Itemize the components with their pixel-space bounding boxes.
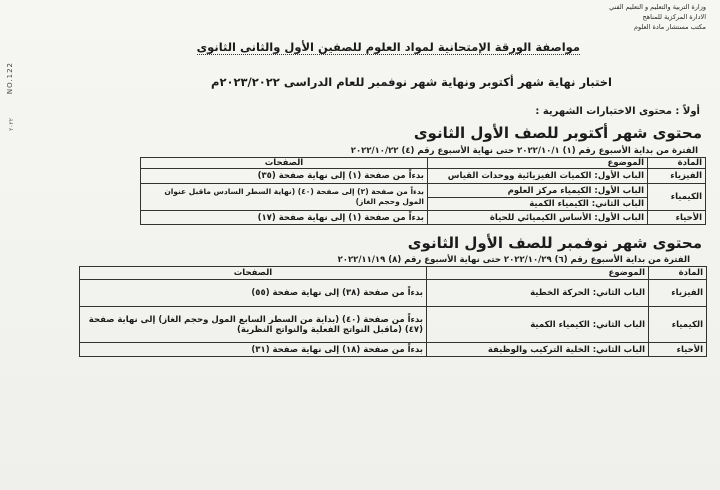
ministry-line: مكتب مستشار مادة العلوم (634, 23, 706, 31)
cell-subject: الفيزياء (649, 280, 707, 307)
section-first-heading: أولاً : محتوى الاختبارات الشهرية : (535, 106, 700, 117)
exam-title: اختبار نهاية شهر أكتوبر ونهاية شهر نوفمبر للعام الدراسى ٢٠٢٣/٢٠٢٢م (211, 75, 612, 89)
cell-topic: الباب الثاني: الحركة الخطية (427, 280, 649, 307)
table-row (80, 307, 707, 343)
header-pages: الصفحات (80, 267, 427, 280)
cell-topic: الباب الثاني: الخلية التركيب والوظيفة (427, 343, 649, 357)
november-table (79, 266, 707, 357)
table-row (80, 280, 707, 307)
table-row (141, 169, 706, 184)
cell-topic: الباب الثاني: الكيمياء الكمية (427, 307, 649, 343)
cell-topic: الباب الأول: الكميات الفيزيائية ووحدات القياس (428, 169, 648, 184)
header-subject: المادة (648, 158, 706, 169)
table-row (141, 184, 706, 198)
cell-topic: الباب الأول: الكيمياء مركز العلوم (428, 184, 648, 198)
cell-subject: الكيمياء (649, 307, 707, 343)
cell-topic: الباب الثاني: الكيمياء الكمية (428, 198, 648, 211)
cell-subject: الأحياء (648, 211, 706, 225)
table-header-row (80, 267, 707, 280)
cell-pages: بدءاً من صفحة (١) إلى نهاية صفحة (١٧) (141, 211, 428, 225)
cell-pages: بدءاً من صفحة (١٨) إلى نهاية صفحة (٣١) (80, 343, 427, 357)
cell-pages: بدءاً من صفحة (٢) إلى صفحة (٤٠) (نهاية السطر السادس ماقبل عنوان المول وحجم الغاز) (141, 184, 428, 211)
cell-subject: الأحياء (649, 343, 707, 357)
cell-pages: بدءاً من صفحة (٤٠) (بداية من السطر السابع المول وحجم الغاز) إلى نهاية صفحة (٤٧) (ماقبل النواتج الفعلية والنواتج النظرية) (80, 307, 427, 343)
header-pages: الصفحات (141, 158, 428, 169)
october-period: الفترة من بداية الأسبوع رقم (١) ٢٠٢٢/١٠/١ حتى نهاية الأسبوع رقم (٤) ٢٠٢٢/١٠/٢٢ (350, 146, 698, 156)
table-row (141, 211, 706, 225)
cell-subject: الفيزياء (648, 169, 706, 184)
side-code: NO.122 (6, 62, 14, 95)
cell-pages: بدءاً من صفحة (١) إلى نهاية صفحة (٣٥) (141, 169, 428, 184)
table-row (80, 343, 707, 357)
cell-topic: الباب الأول: الأساس الكيميائي للحياة (428, 211, 648, 225)
november-period: الفترة من بداية الأسبوع رقم (٦) ٢٠٢٢/١٠/٢٩ حتى نهاية الأسبوع رقم (٨) ٢٠٢٢/١١/١٩ (337, 255, 690, 265)
header-topic: الموضوع (428, 158, 648, 169)
cell-pages: بدءاً من صفحة (٣٨) إلى نهاية صفحة (٥٥) (80, 280, 427, 307)
table-header-row (141, 158, 706, 169)
side-code-year: ٢٠٢٢ (8, 118, 15, 131)
header-subject: المادة (649, 267, 707, 280)
november-title: محتوى شهر نوفمبر للصف الأول الثانوى (407, 234, 702, 252)
ministry-header (609, 2, 706, 32)
spec-title: مواصفة الورقة الإمتحانية لمواد العلوم للصفين الأول والثانى الثانوى (196, 40, 580, 54)
header-topic: الموضوع (427, 267, 649, 280)
october-table (140, 157, 706, 225)
ministry-line: الادارة المركزية للمناهج (642, 13, 706, 21)
ministry-line: وزارة التربية والتعليم و التعليم الفني (609, 3, 706, 11)
cell-subject: الكيمياء (648, 184, 706, 211)
october-title: محتوى شهر أكتوبر للصف الأول الثانوى (413, 124, 702, 142)
